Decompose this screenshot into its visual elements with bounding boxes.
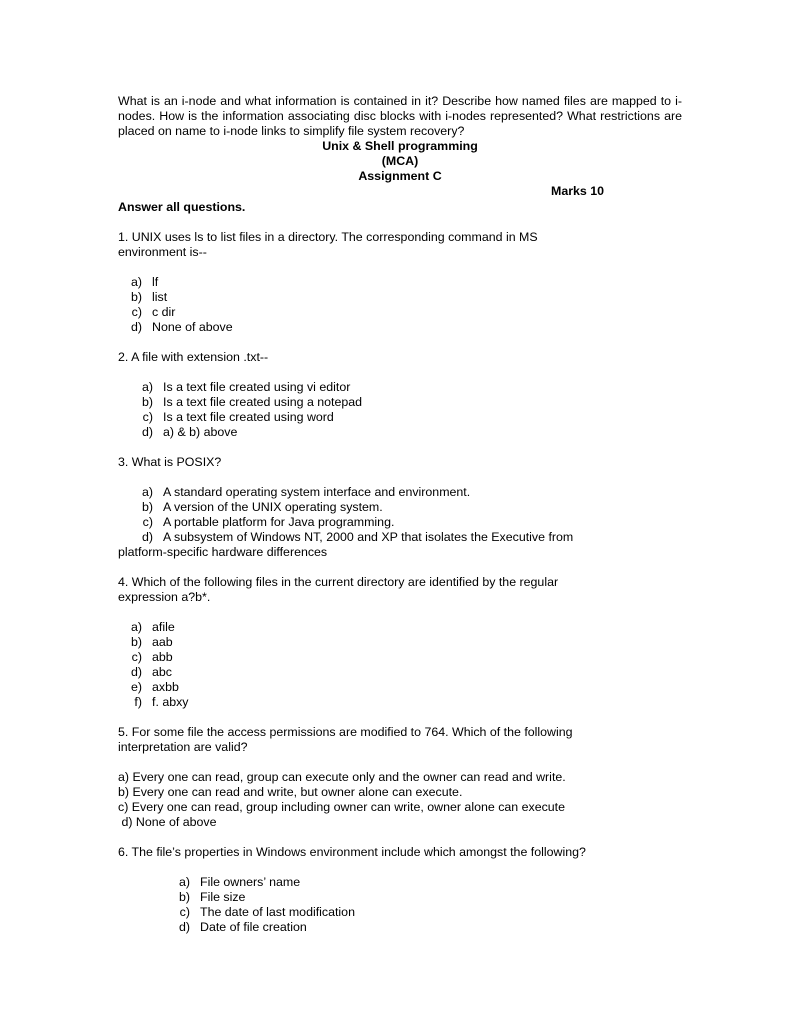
question-5-option-d: d) None of above <box>118 815 217 829</box>
question-5-option-c: c) Every one can read, group including owner can write, owner alone can execute <box>118 800 566 814</box>
option: d) abc <box>130 665 172 679</box>
option: c) A portable platform for Java programming. <box>142 515 395 529</box>
option: d) Date of file creation <box>178 920 307 934</box>
question-1-options <box>118 275 682 335</box>
program-title: (MCA) <box>381 154 419 168</box>
option: b) list <box>130 290 168 304</box>
question-5-option-a: a) Every one can read, group can execute only and the owner can read and write. <box>118 770 566 784</box>
option: b) aab <box>130 635 173 649</box>
question-6-options <box>118 875 682 935</box>
question-3-continuation: platform-specific hardware differences <box>118 545 328 559</box>
question-4-text: 4. Which of the following files in the current directory are identified by the regular expression a?b*. <box>118 575 559 604</box>
option: a) lf <box>130 275 159 289</box>
question-5-text: 5. For some file the access permissions are modified to 764. Which of the following interpretation are valid? <box>118 725 573 754</box>
option: b) Is a text file created using a notepad <box>141 395 363 409</box>
option: d) a) & b) above <box>141 425 238 439</box>
option: f) f. abxy <box>134 695 189 709</box>
course-title: Unix & Shell programming <box>322 139 478 153</box>
option: d) A subsystem of Windows NT, 2000 and XP that isolates the Executive from <box>141 530 574 544</box>
option: b) File size <box>178 890 246 904</box>
marks-label: Marks 10 <box>551 184 605 198</box>
option: a) Is a text file created using vi editor <box>141 380 351 394</box>
intro-paragraph: What is an i-node and what information is contained in it? Describe how named files are mapped to i-nodes. How is the information associating disc blocks with i-nodes represented? What restrictions are placed on name to i-node links to simplify file system recovery? <box>118 94 682 138</box>
document-page <box>118 94 682 935</box>
question-3-options <box>118 485 682 545</box>
question-2-options <box>118 380 682 440</box>
instruction-text: Answer all questions. <box>118 200 246 214</box>
assignment-title: Assignment C <box>358 169 442 183</box>
option: c) abb <box>131 650 173 664</box>
option: c) c dir <box>131 305 176 319</box>
question-2-text: 2. A file with extension .txt-- <box>118 350 269 364</box>
option: c) The date of last modification <box>179 905 355 919</box>
question-3-text: 3. What is POSIX? <box>118 455 222 469</box>
question-5-option-b: b) Every one can read and write, but owner alone can execute. <box>118 785 463 799</box>
option: b) A version of the UNIX operating system. <box>141 500 383 514</box>
option: a) File owners’ name <box>178 875 301 889</box>
question-6-text: 6. The file’s properties in Windows environment include which amongst the following? <box>118 845 586 859</box>
question-1-text: 1. UNIX uses ls to list files in a directory. The corresponding command in MS environment is-- <box>118 230 538 259</box>
option: e) axbb <box>130 680 179 694</box>
option: c) Is a text file created using word <box>142 410 334 424</box>
question-4-options <box>118 620 682 710</box>
option: d) None of above <box>130 320 233 334</box>
option: a) afile <box>130 620 175 634</box>
option: a) A standard operating system interface and environment. <box>141 485 471 499</box>
